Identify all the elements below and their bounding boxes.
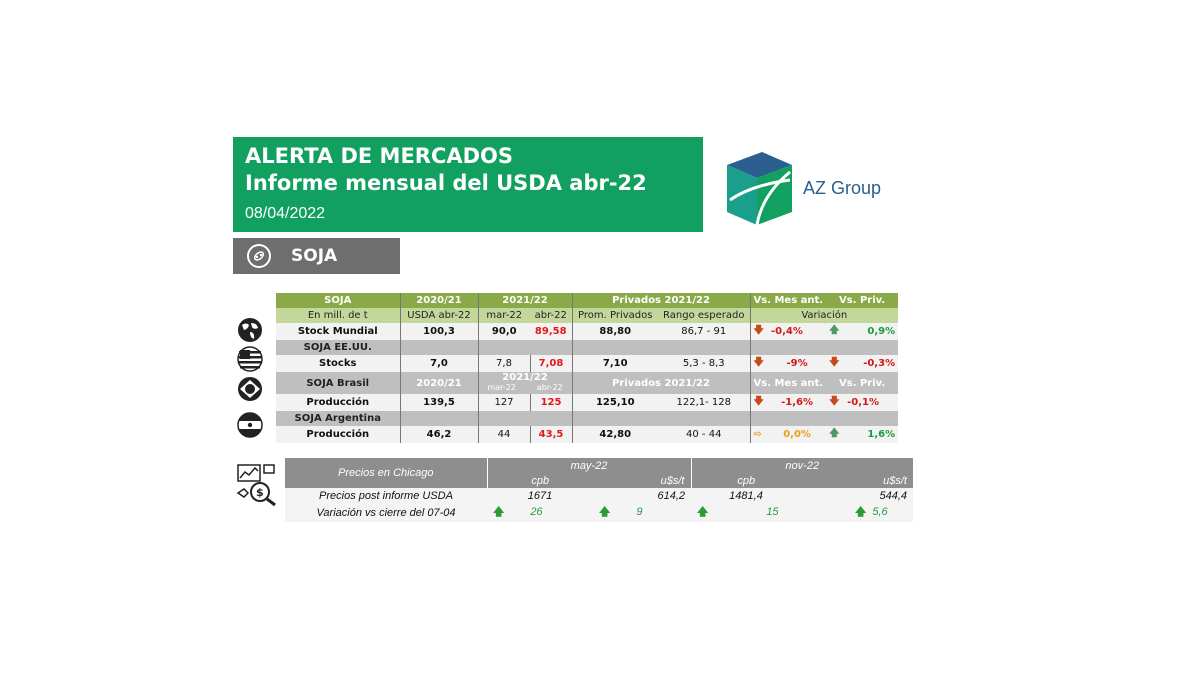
report-date: 08/04/2022 bbox=[245, 205, 326, 222]
arrow-up-icon: 🡅 bbox=[697, 506, 709, 518]
table-row: SOJA EE.UU. bbox=[276, 340, 898, 355]
table-row: Stocks 7,0 7,8 7,08 7,10 5,3 - 8,3 🡇 -9% 🡇 -0,3% bbox=[276, 355, 898, 372]
table-header-row: SOJA 2020/21 2021/22 Privados 2021/22 Vs. Mes ant. Vs. Priv. bbox=[276, 293, 898, 308]
report-subtitle: Informe mensual del USDA abr-22 bbox=[245, 171, 647, 195]
arrow-down-icon: 🡇 bbox=[826, 355, 844, 372]
table-row: Producción 46,2 44 43,5 42,80 40 - 44 ⇨ 0,0% 🡅 1,6% bbox=[276, 426, 898, 443]
report-header bbox=[233, 137, 703, 232]
arrow-up-icon: 🡅 bbox=[855, 506, 867, 518]
market-analysis-icon bbox=[236, 463, 278, 507]
report-title: ALERTA DE MERCADOS bbox=[245, 144, 514, 168]
arrow-up-icon: 🡅 bbox=[826, 323, 844, 340]
table-row: Stock Mundial 100,3 90,0 89,58 88,80 86,7 - 91 🡇 -0,4% 🡅 0,9% bbox=[276, 323, 898, 340]
brand-name: AZ Group bbox=[803, 178, 882, 198]
soja-table bbox=[276, 293, 898, 443]
table-row: Variación vs cierre del 07-04 🡅 26 🡅 9 🡅 15 🡅 5,6 bbox=[285, 503, 913, 522]
svg-text:$: $ bbox=[256, 486, 264, 499]
chicago-prices-table: Precios en Chicago may-22 nov-22 cpb u$s/t cpb u$s/t Precios post informe USDA 1671 614,2 1481,4 544,4 Variación vs cierre del 07-04 🡅 26 🡅 9 🡅 15 🡅 5,6 bbox=[285, 458, 913, 522]
table-row: Precios post informe USDA 1671 614,2 1481,4 544,4 bbox=[285, 488, 913, 503]
argentina-flag-icon bbox=[236, 411, 264, 439]
prices-title: Precios en Chicago bbox=[285, 458, 487, 488]
table-subheader-row: En mill. de t USDA abr-22 mar-22 abr-22 Prom. Privados Rango esperado Variación bbox=[276, 308, 898, 323]
arrow-down-icon: 🡇 bbox=[750, 323, 768, 340]
table-row: SOJA Argentina bbox=[276, 411, 898, 426]
globe-icon bbox=[236, 316, 264, 344]
brazil-flag-icon bbox=[236, 375, 264, 403]
arrow-down-icon: 🡇 bbox=[750, 355, 768, 372]
section-bar bbox=[233, 238, 400, 274]
soybean-icon bbox=[247, 244, 271, 268]
arrow-down-icon: 🡇 bbox=[750, 394, 768, 411]
arrow-down-icon: 🡇 bbox=[826, 394, 844, 411]
usa-flag-icon bbox=[236, 345, 264, 373]
section-label: SOJA bbox=[291, 246, 338, 266]
arrow-up-icon: 🡅 bbox=[493, 506, 505, 518]
arrow-up-icon: 🡅 bbox=[599, 506, 611, 518]
arrow-up-icon: 🡅 bbox=[826, 426, 844, 443]
table-row: Producción 139,5 127 125 125,10 122,1- 128 🡇 -1,6% 🡇 -0,1% bbox=[276, 394, 898, 411]
arrow-right-icon: ⇨ bbox=[750, 426, 768, 443]
table-group-header: SOJA Brasil 2020/21 2021/22 mar-22 abr-22 Privados 2021/22 Vs. Mes ant. Vs. Priv. bbox=[276, 372, 898, 394]
